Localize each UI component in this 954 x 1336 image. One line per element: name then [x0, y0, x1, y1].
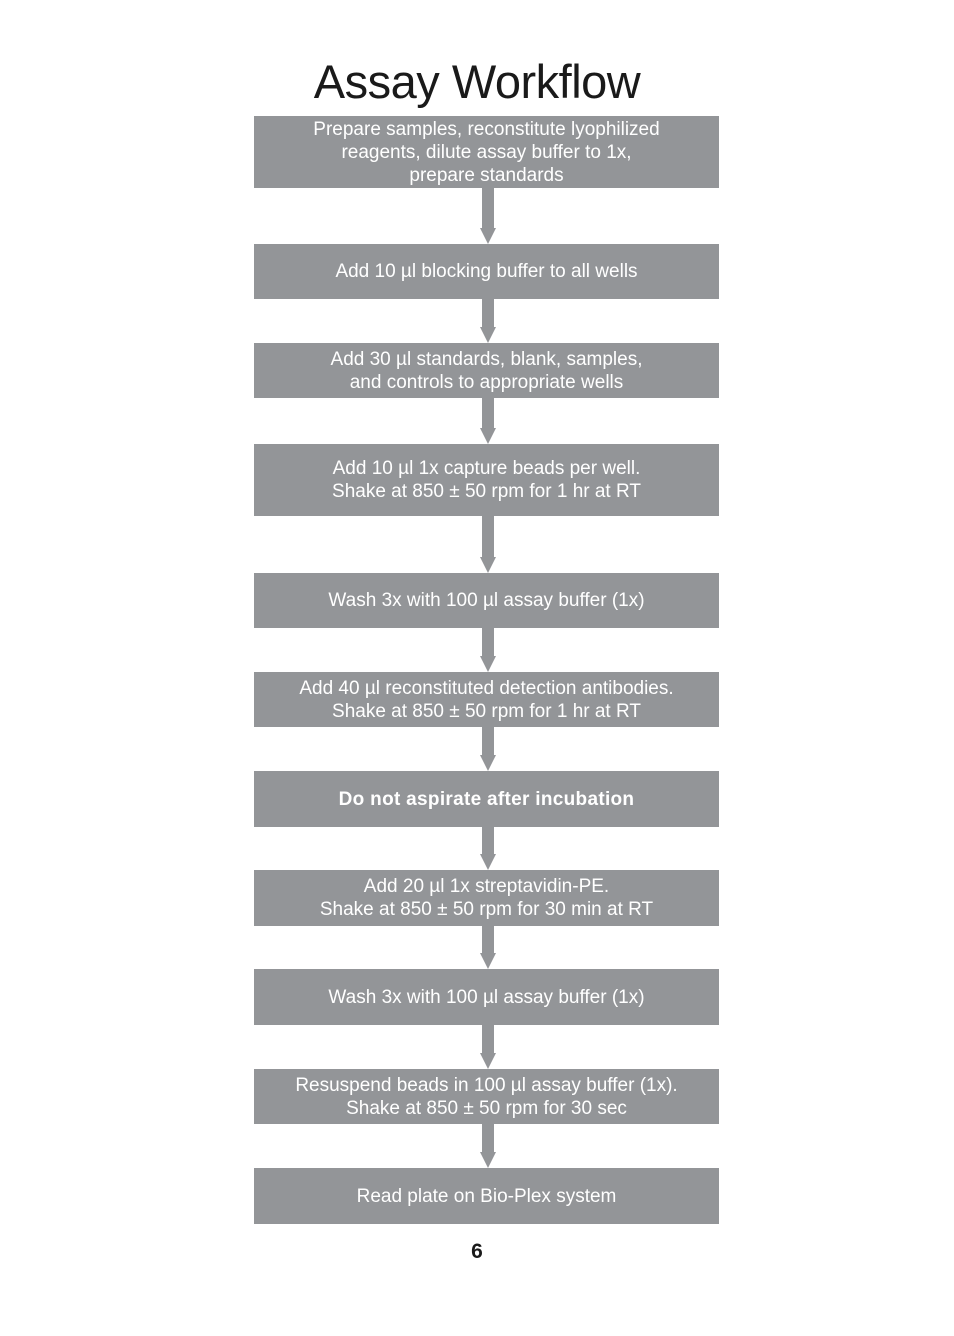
- flow-arrow: [482, 827, 494, 870]
- workflow-step-label: Add 10 µl 1x capture beads per well. Shake at 850 ± 50 rpm for 1 hr at RT: [332, 458, 641, 502]
- workflow-step-label: Add 10 µl blocking buffer to all wells: [335, 261, 638, 282]
- workflow-step-1: [254, 116, 719, 188]
- flow-arrow: [482, 516, 494, 573]
- flow-arrow: [482, 398, 494, 444]
- workflow-step-3: [254, 343, 719, 398]
- workflow-step-label: Add 30 µl standards, blank, samples, and controls to appropriate wells: [330, 348, 643, 393]
- workflow-step-4: [254, 444, 719, 516]
- flow-arrow: [482, 628, 494, 672]
- workflow-step-label: Wash 3x with 100 µl assay buffer (1x): [328, 590, 645, 611]
- workflow-step-6: [254, 672, 719, 727]
- flow-arrow: [482, 926, 494, 969]
- workflow-step-5: [254, 573, 719, 628]
- workflow-step-label: Read plate on Bio-Plex system: [356, 1185, 617, 1207]
- workflow-step-label: Prepare samples, reconstitute lyophilized reagents, dilute assay buffer to 1x, prepare standards: [313, 118, 660, 186]
- workflow-step-10: [254, 1069, 719, 1124]
- page-title: Assay Workflow: [313, 55, 641, 108]
- workflow-step-label: Wash 3x with 100 µl assay buffer (1x): [328, 986, 645, 1008]
- workflow-step-label: Resuspend beads in 100 µl assay buffer (1x). Shake at 850 ± 50 rpm for 30 sec: [295, 1074, 678, 1119]
- workflow-step-label: Add 20 µl 1x streptavidin-PE. Shake at 850 ± 50 rpm for 30 min at RT: [319, 876, 654, 920]
- workflow-step-9: [254, 969, 719, 1025]
- workflow-step-2: [254, 244, 719, 299]
- flow-arrow: [482, 1025, 494, 1069]
- workflow-step-label: Do not aspirate after incubation: [338, 788, 635, 810]
- workflow-step-7-warning: [254, 771, 719, 827]
- flow-arrow: [482, 299, 494, 343]
- workflow-step-8: [254, 870, 719, 926]
- workflow-step-label: Add 40 µl reconstituted detection antibodies. Shake at 850 ± 50 rpm for 1 hr at RT: [299, 677, 674, 722]
- flow-arrow: [482, 727, 494, 771]
- page-number: 6: [471, 1240, 483, 1263]
- workflow-step-11: [254, 1168, 719, 1224]
- flow-arrow: [482, 1124, 494, 1168]
- flow-arrow: [482, 188, 494, 244]
